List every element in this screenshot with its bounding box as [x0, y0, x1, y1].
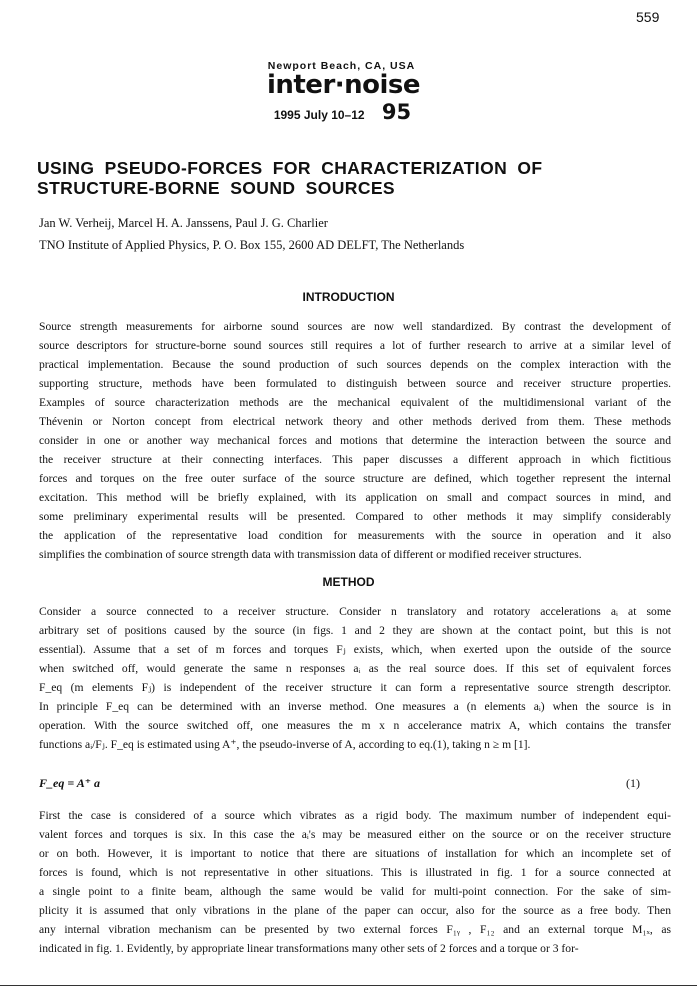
- heading-introduction: INTRODUCTION: [302, 290, 395, 304]
- text-line: plicity it is assumed that only vibrations in the plane of the paper can occur, also for the source as a free body. Then: [39, 904, 671, 917]
- page-number: 559: [636, 9, 660, 25]
- title-line: STRUCTURE-BORNE SOUND SOURCES: [37, 178, 396, 198]
- method-paragraph: [39, 602, 671, 754]
- text-line: Examples of source characterization methods are the mechanical equivalent of the multidimensional variant of the: [39, 396, 671, 409]
- text-line: practical implementation. Because the sound production of such sources depends on the complex interaction with the: [39, 358, 671, 371]
- text-line: Source strength measurements for airborne sound sources are now well standardized. By contrast the development of: [39, 320, 671, 333]
- text-line: consider in one or another way mechanical forces and motions that determine the interaction between the source and: [39, 434, 671, 447]
- text-line: a single point to a finite beam, although the same would be valid for multi-point connection. For the sake of sim-: [39, 885, 671, 898]
- text-line: the application of the representative load condition for measurements with the source in operation and it also: [39, 529, 671, 542]
- text-line: First the case is considered of a source which vibrates as a rigid body. The maximum number of independent equi-: [39, 809, 671, 822]
- equation-text: F_eq = A⁺ a: [39, 776, 101, 790]
- page-bottom-rule: [0, 985, 697, 986]
- paper-title: [37, 158, 677, 198]
- text-line: essential). Assume that a set of m forces and torques Fⱼ exists, which, when exerted upon the outside of the source: [39, 643, 671, 656]
- text-line: forces and torques on the free outer surface of the source structure are defined, which together represent the internal: [39, 472, 671, 485]
- text-line: In principle F_eq can be determined with an inverse method. One measures a (n elements aᵢ) when the source is in: [39, 700, 671, 713]
- affiliation: TNO Institute of Applied Physics, P. O. Box 155, 2600 AD DELFT, The Netherlands: [39, 238, 465, 252]
- title-line: USING PSEUDO-FORCES FOR CHARACTERIZATION OF: [37, 158, 543, 178]
- text-line: when switched off, would generate the same n responses aᵢ as the real source does. If this set of equivalent forces: [39, 662, 671, 675]
- rigid-body-paragraph: [39, 806, 671, 958]
- conference-year-mark: 95: [381, 100, 412, 124]
- text-line: Thévenin or Norton concept from electrical network theory and other methods derived from them. These methods: [39, 415, 671, 428]
- text-line: simplifies the combination of source strength data with transmission data of different or modified receiver structures.: [39, 548, 582, 561]
- text-line: Consider a source connected to a receiver structure. Consider n translatory and rotatory accelerations aᵢ at some: [39, 605, 671, 618]
- equation-1: [39, 776, 671, 791]
- text-line: the receiver structure at their connecting interfaces. This paper discusses a different approach in which fictitious: [39, 453, 671, 466]
- text-line: valent forces and torques is six. In this case the aᵢ's may be measured either on the source or on the receiver structure: [39, 828, 671, 841]
- text-line: some preliminary experimental results will be presented. Compared to other methods it may simplify considerably: [39, 510, 671, 523]
- text-line: supporting structure, methods have been formulated to distinguish between source and receiver structure properties.: [39, 377, 671, 390]
- conference-date-row: [0, 100, 697, 124]
- internoise-logo: inter·noise: [266, 70, 421, 100]
- text-line: indicated in fig. 1. Evidently, by appropriate linear transformations many other sets of 2 forces and a torque or 3 for-: [39, 942, 579, 955]
- heading-method: METHOD: [322, 575, 375, 589]
- text-line: source descriptors for structure-borne sound sources still requires a lot of further research to arrive at a similar level of: [39, 339, 671, 352]
- text-line: or on both. However, it is important to notice that there are situations of installation for which an incomplete set of: [39, 847, 671, 860]
- conference-date: 1995 July 10–12: [273, 108, 365, 122]
- conference-header: [0, 60, 697, 124]
- text-line: functions aᵢ/Fⱼ. F_eq is estimated using A⁺, the pseudo-inverse of A, according to eq.(1), taking n ≥ m [1].: [39, 738, 531, 751]
- authors: Jan W. Verheij, Marcel H. A. Janssens, Paul J. G. Charlier: [39, 216, 328, 230]
- text-line: operation. With the source switched off, one measures the m x n accelerance matrix A, which contains the transfer: [39, 719, 671, 732]
- text-line: arbitrary set of positions caused by the source (in figs. 1 and 2 they are shown at the contact point, but this is not: [39, 624, 671, 637]
- introduction-paragraph: [39, 317, 671, 564]
- text-line: F_eq (m elements Fⱼ) is independent of the receiver structure it can form a representative source strength descriptor.: [39, 681, 671, 694]
- text-line: excitation. This method will be briefly explained, with its application on small and compact sources in mind, and: [39, 491, 671, 504]
- text-line: forces is found, which is not representative in other situations. This is illustrated in fig. 1 for a source connected at: [39, 866, 671, 879]
- text-line: any internal vibration mechanism can be presented by two external forces F₁ᵧ , F₁₂ and an external torque M₁ₓ, as: [39, 923, 671, 936]
- equation-number: (1): [626, 776, 640, 790]
- conference-location: Newport Beach, CA, USA: [267, 60, 416, 72]
